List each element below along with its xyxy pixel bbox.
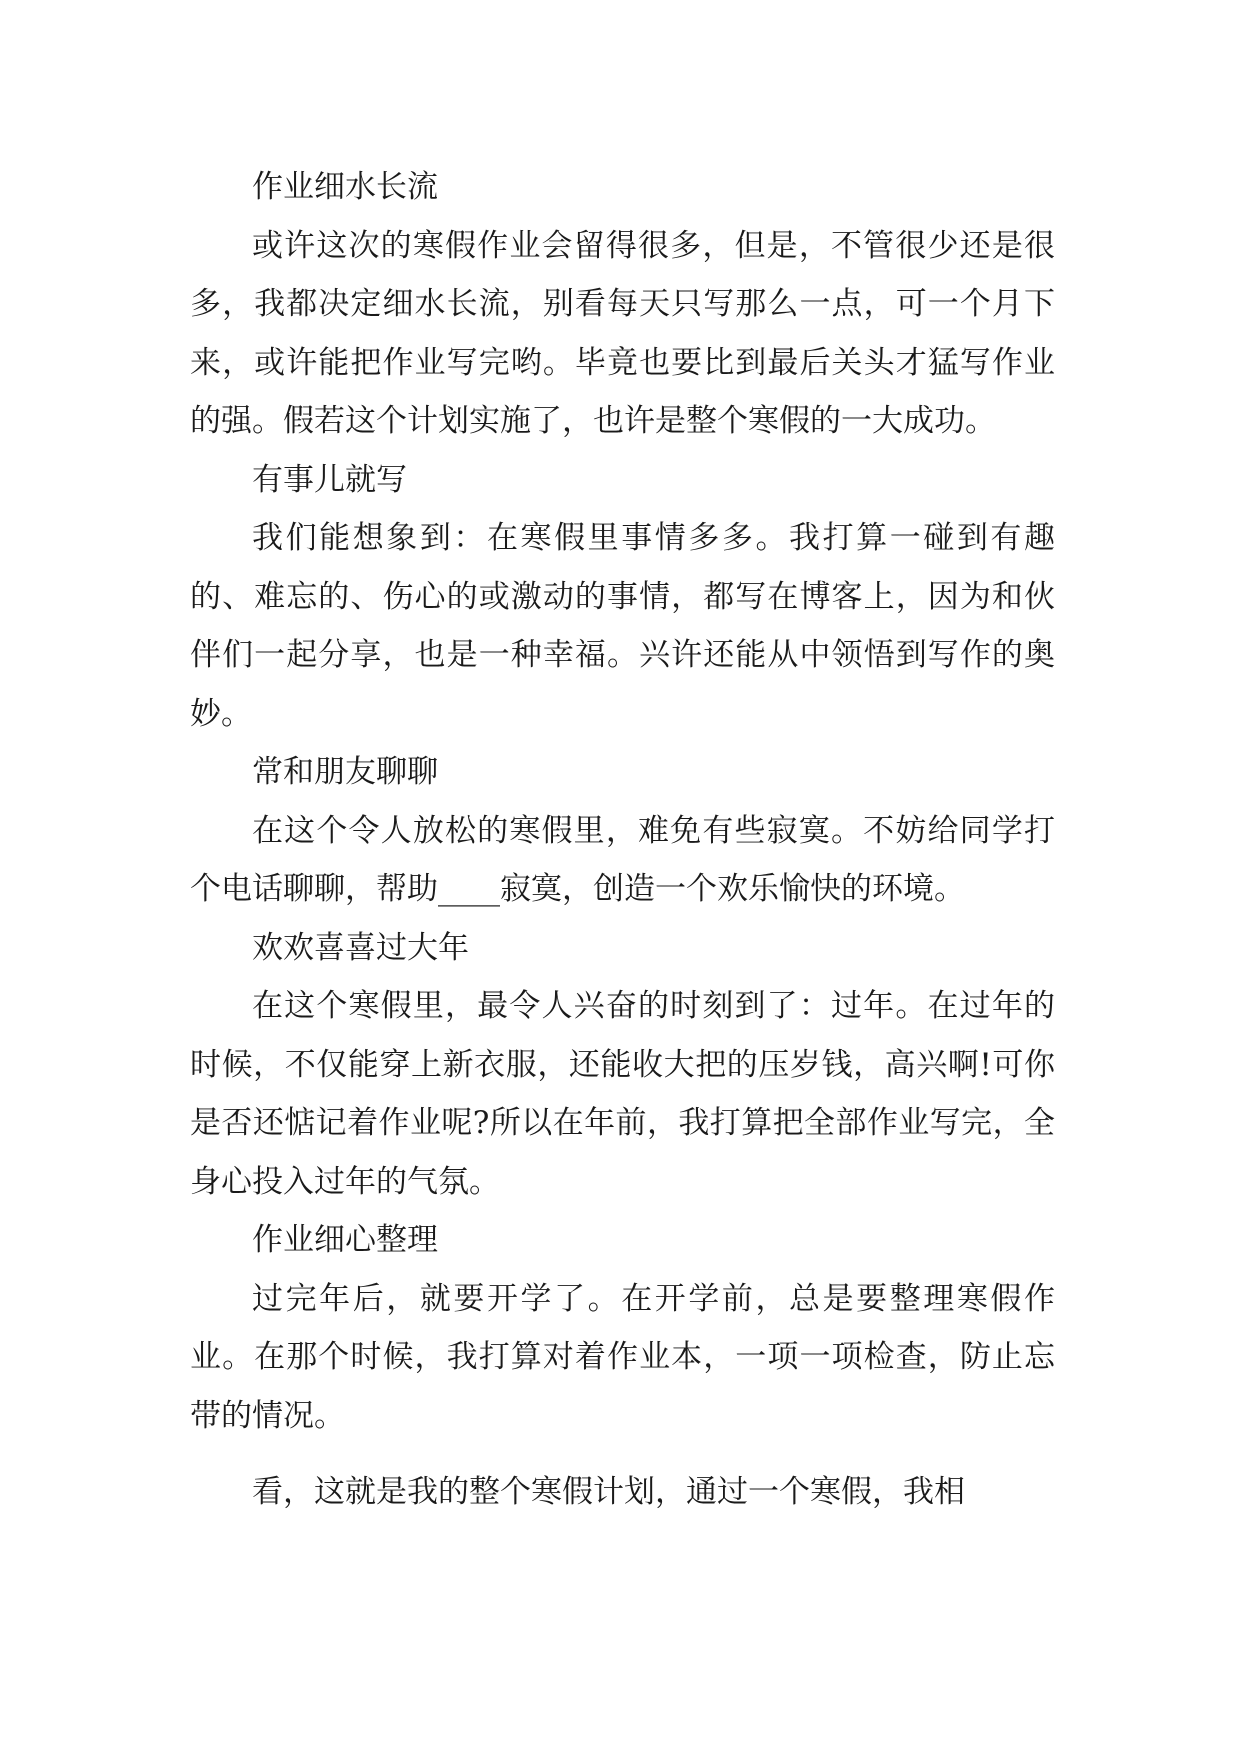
paragraph-new-year: 在这个寒假里，最令人兴奋的时刻到了：过年。在过年的时候，不仅能穿上新衣服，还能收大把的压岁钱，高兴啊!可你是否还惦记着作业呢?所以在年前，我打算把全部作业写完，全身心投入过年的气氛。 [190, 988, 1055, 1200]
paragraph-conclusion: 看，这就是我的整个寒假计划，通过一个寒假，我相 [252, 1474, 965, 1510]
section-heading-new-year: 欢欢喜喜过大年 [252, 929, 469, 966]
section-heading-chat-with-friends: 常和朋友聊聊 [252, 754, 438, 790]
paragraph-chat-with-friends: 在这个令人放松的寒假里，难免有些寂寞。不妨给同学打个电话聊聊，帮助____寂寞，创造一个欢乐愉快的环境。 [190, 812, 1055, 907]
paragraph-homework-steady: 或许这次的寒假作业会留得很多，但是，不管很少还是很多，我都决定细水长流，别看每天只写那么一点，可一个月下来，或许能把作业写完哟。毕竟也要比到最后关头才猛写作业的强。假若这个计划实施了，也许是整个寒假的一大成功。 [190, 227, 1055, 439]
paragraph-write-when-events: 我们能想象到：在寒假里事情多多。我打算一碰到有趣的、难忘的、伤心的或激动的事情，都写在博客上，因为和伙伴们一起分享，也是一种幸福。兴许还能从中领悟到写作的奥妙。 [190, 520, 1055, 732]
section-heading-organize-homework: 作业细心整理 [252, 1222, 438, 1258]
paragraph-organize-homework: 过完年后，就要开学了。在开学前，总是要整理寒假作业。在那个时候，我打算对着作业本，一项一项检查，防止忘带的情况。 [190, 1280, 1055, 1434]
section-heading-homework-steady: 作业细水长流 [252, 169, 438, 205]
section-heading-write-when-events: 有事儿就写 [252, 461, 407, 498]
document-body [190, 158, 1055, 1522]
